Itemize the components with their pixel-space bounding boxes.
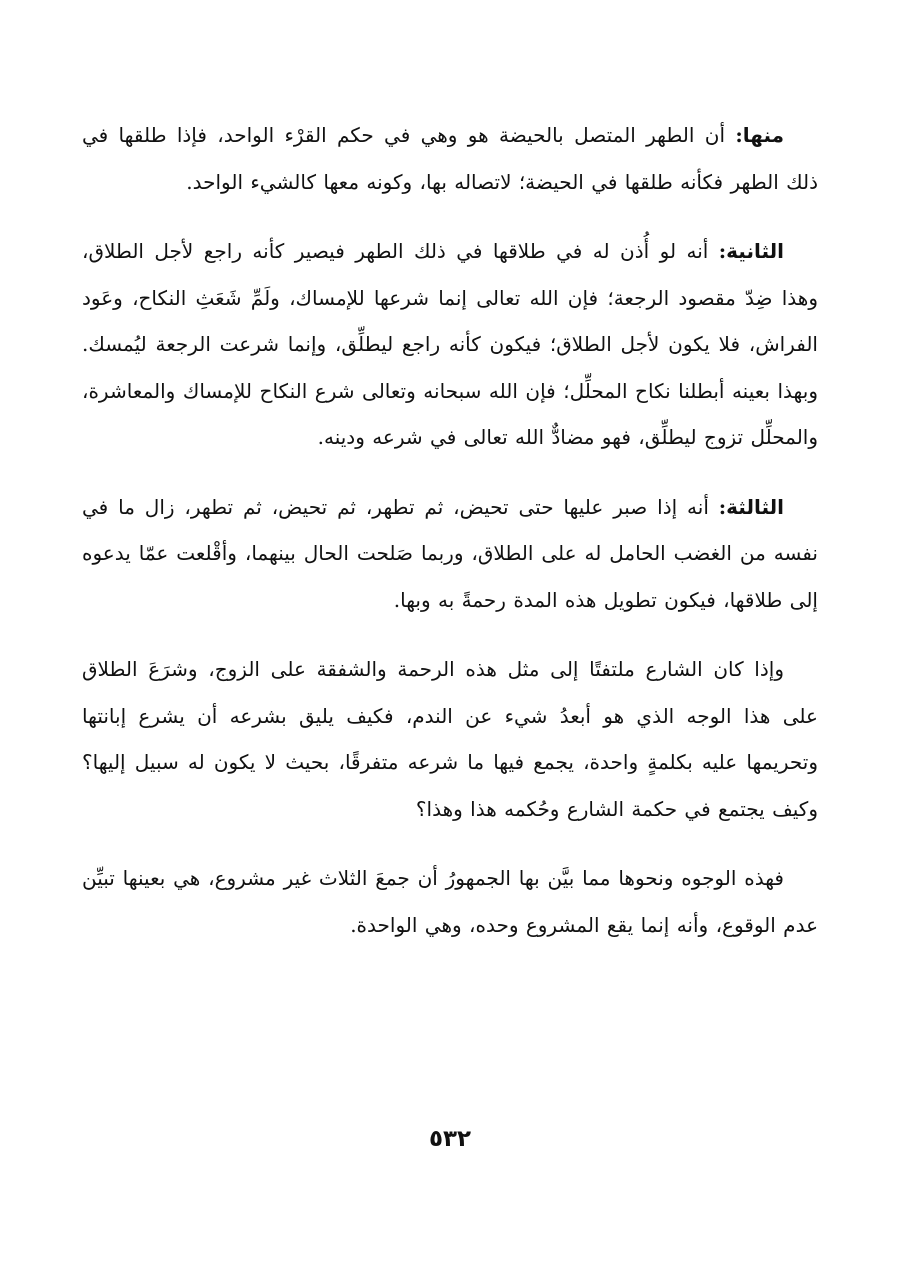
paragraph-third-reason <box>82 484 818 624</box>
paragraph-conclusion <box>82 855 818 948</box>
paragraph-text: أنه إذا صبر عليها حتى تحيض، ثم تطهر، ثم تحيض، ثم تطهر، زال ما في نفسه من الغضب الحامل له على الطلاق، وربما صَلحت الحال بينهما، وأقْلعت عمّا يدعوه إلى طلاقها، فيكون تطويل هذه المدة رحمةً به وبها. <box>82 494 818 612</box>
page-body <box>82 112 818 971</box>
paragraph-lead: الثانية: <box>718 239 784 263</box>
paragraph-text: فهذه الوجوه ونحوها مما بيَّن بها الجمهورُ أن جمعَ الثلاث غير مشروع، هي بعينها تبيِّن عدم الوقوع، وأنه إنما يقع المشروع وحده، وهي الواحدة. <box>82 866 818 937</box>
paragraph-second-reason <box>82 228 818 461</box>
page-number: ٥٣٢ <box>428 1126 472 1152</box>
paragraph-text: وإذا كان الشارع ملتفتًا إلى مثل هذه الرحمة والشفقة على الزوج، وشرَعَ الطلاق على هذا الوجه الذي هو أبعدُ شيء عن الندم، فكيف يليق بشرعه أن يشرع إبانتها وتحريمها عليه بكلمةٍ واحدة، يجمع فيها ما شرعه متفرقًا، بحيث لا يكون له سبيل إليها؟ وكيف يجتمع في حكمة الشارع وحُكمه هذا وهذا؟ <box>82 657 818 821</box>
paragraph-lead: منها: <box>735 123 784 147</box>
paragraph-text: أنه لو أُذن له في طلاقها في ذلك الطهر فيصير كأنه راجع لأجل الطلاق، وهذا ضِدّ مقصود الرجعة؛ فإن الله تعالى إنما شرعها للإمساك، ولَمِّ شَعَثِ النكاح، وعَود الفراش، فلا يكون لأجل الطلاق؛ فيكون كأنه راجع ليطلِّق، وإنما شرعت الرجعة ليُمسك. وبهذا بعينه أبطلنا نكاح المحلِّل؛ فإن الله سبحانه وتعالى شرع النكاح للإمساك والمعاشرة، والمحلِّل تزوج ليطلِّق، فهو مضادٌّ الله تعالى في شرعه ودينه. <box>82 239 818 449</box>
paragraph-text: أن الطهر المتصل بالحيضة هو وهي في حكم القرْء الواحد، فإذا طلقها في ذلك الطهر فكأنه طلقها في الحيضة؛ لاتصاله بها، وكونه معها كالشيء الواحد. <box>82 123 818 194</box>
paragraph-lead: الثالثة: <box>718 494 784 519</box>
paragraph-mercy-argument <box>82 646 818 832</box>
paragraph-first-reason <box>82 112 818 205</box>
